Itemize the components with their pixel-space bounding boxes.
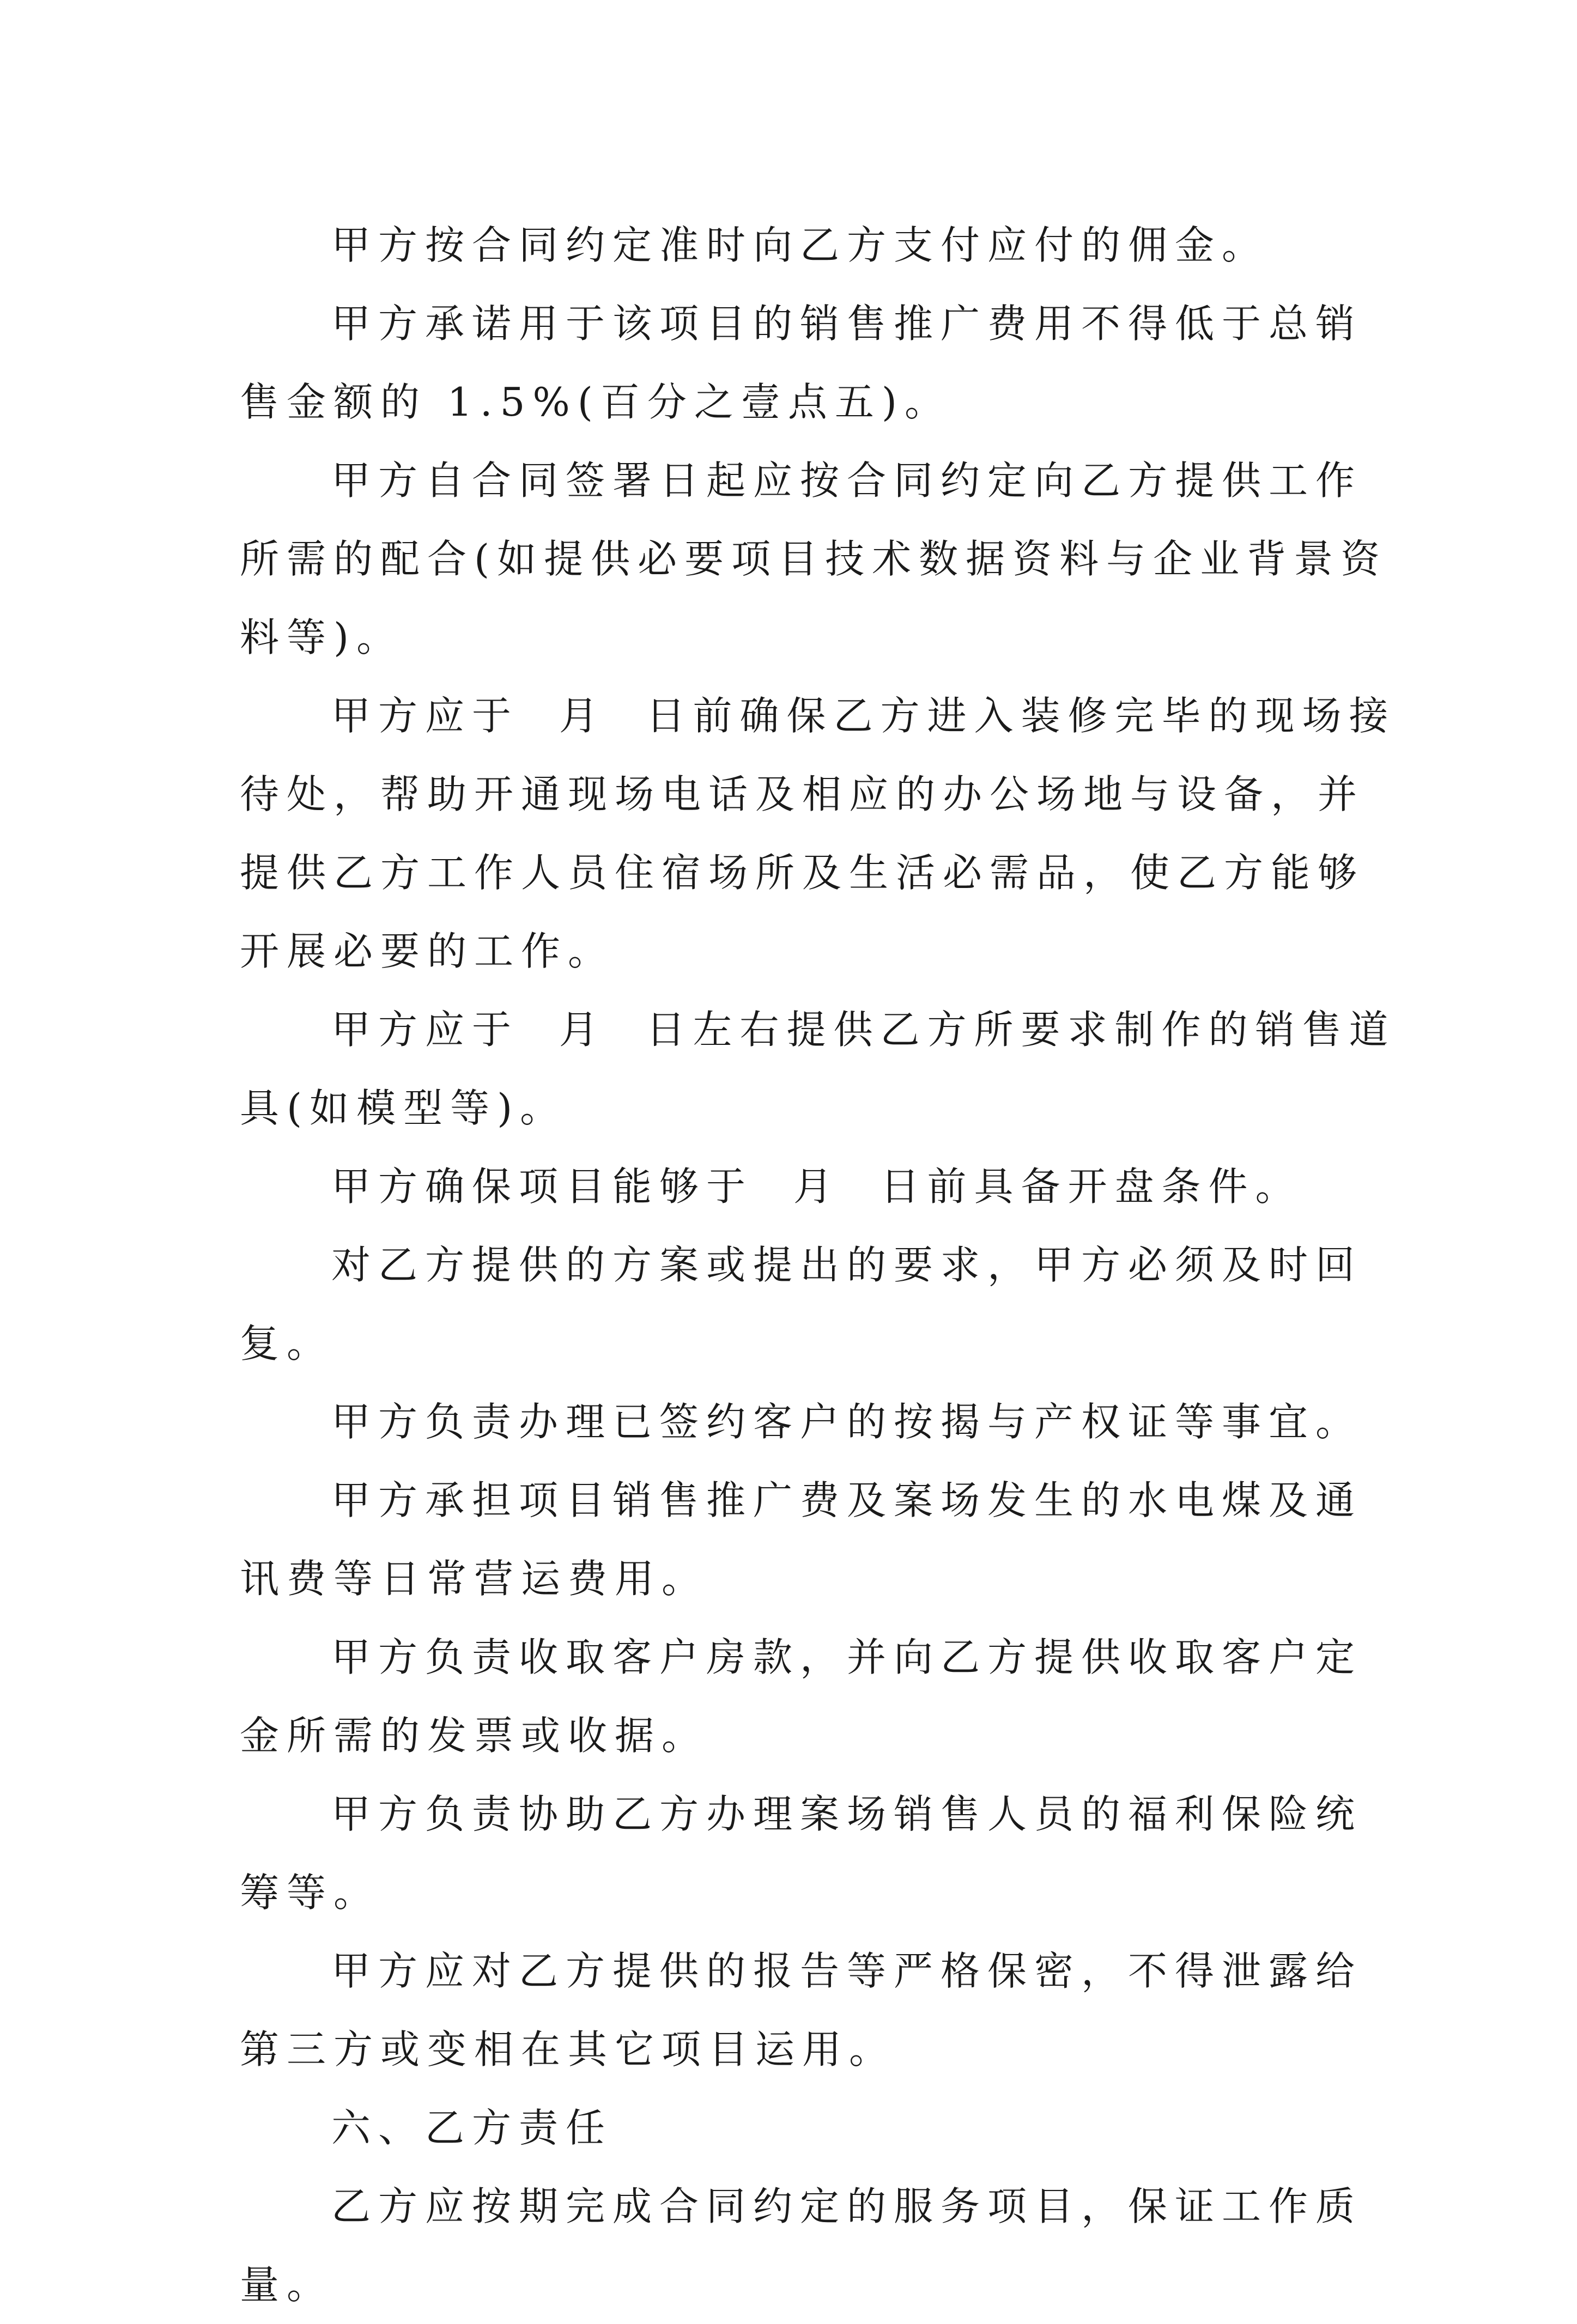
paragraph: 甲方应于 月 日前确保乙方进入装修完毕的现场接待处，帮助开通现场电话及相应的办公场地与设备，并提供乙方工作人员住宿场所及生活必需品，使乙方能够开展必要的工作。 xyxy=(240,693,1396,974)
section-heading: 六、乙方责任 xyxy=(331,2105,613,2151)
document-body xyxy=(240,206,1400,2324)
paragraph: 乙方应按期完成合同约定的服务项目，保证工作质量。 xyxy=(240,2183,1363,2308)
paragraph: 甲方按合同约定准时向乙方支付应付的佣金。 xyxy=(331,222,1269,268)
paragraph: 甲方负责协助乙方办理案场销售人员的福利保险统筹等。 xyxy=(240,1791,1363,1915)
paragraph: 甲方负责办理已签约客户的按揭与产权证等事宜。 xyxy=(331,1399,1363,1445)
paragraph: 甲方承诺用于该项目的销售推广费用不得低于总销售金额的 1.5%(百分之壹点五)。 xyxy=(240,301,1363,425)
paragraph: 甲方自合同签署日起应按合同约定向乙方提供工作所需的配合(如提供必要项目技术数据资料与企业背景资料等)。 xyxy=(240,458,1388,660)
paragraph: 对乙方提供的方案或提出的要求，甲方必须及时回复。 xyxy=(240,1242,1363,1366)
paragraph: 甲方应对乙方提供的报告等严格保密，不得泄露给第三方或变相在其它项目运用。 xyxy=(240,1948,1363,2072)
paragraph: 甲方承担项目销售推广费及案场发生的水电煤及通讯费等日常营运费用。 xyxy=(240,1477,1363,1602)
paragraph: 甲方确保项目能够于 月 日前具备开盘条件。 xyxy=(331,1164,1302,1209)
paragraph: 甲方负责收取客户房款，并向乙方提供收取客户定金所需的发票或收据。 xyxy=(240,1634,1363,1759)
paragraph: 甲方应于 月 日左右提供乙方所要求制作的销售道具(如模型等)。 xyxy=(240,1007,1396,1131)
